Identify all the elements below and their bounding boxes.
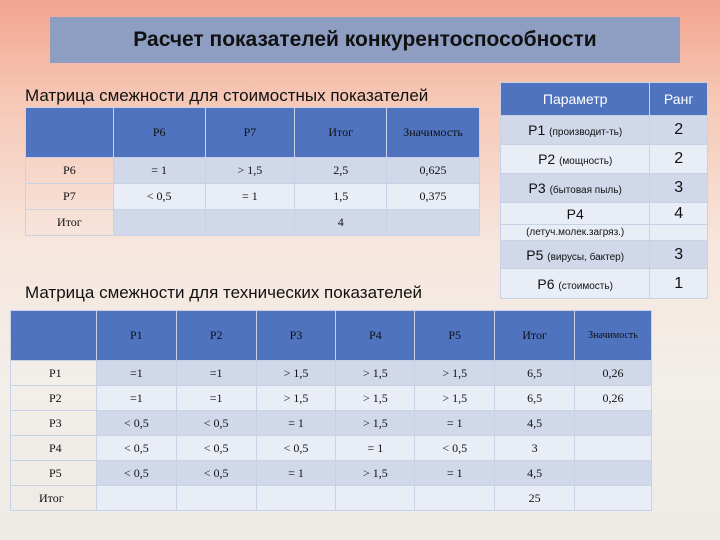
table-row <box>11 386 652 411</box>
table-cell: > 1,5 <box>336 411 415 436</box>
param-name-cell: Р2 (мощность) <box>501 145 650 174</box>
table-row <box>501 241 708 269</box>
table-cell: < 0,5 <box>176 461 256 486</box>
table-cell <box>176 486 256 511</box>
table-row <box>11 361 652 386</box>
header-cell: Итог <box>295 108 387 158</box>
row-header-cell: Р2 <box>11 386 97 411</box>
table-cell: < 0,5 <box>96 461 176 486</box>
row-header-cell: Р6 <box>26 158 114 184</box>
tech-adjacency-table <box>10 310 652 511</box>
table-cell: 0,26 <box>574 386 651 411</box>
table-cell: 0,625 <box>387 158 480 184</box>
table-cell: =1 <box>176 361 256 386</box>
table-header-row <box>11 311 652 361</box>
table-header-row <box>501 83 708 116</box>
cost-matrix-heading: Матрица смежности для стоимостных показателей <box>25 86 429 105</box>
table-cell: > 1,5 <box>336 461 415 486</box>
table-cell <box>336 486 415 511</box>
row-header-cell: Итог <box>26 210 114 236</box>
table-cell: 4,5 <box>495 461 575 486</box>
rank-cell: 3 <box>650 241 708 269</box>
header-cell <box>26 108 114 158</box>
table-cell: = 1 <box>336 436 415 461</box>
header-cell: Р3 <box>256 311 336 361</box>
table-row <box>26 184 480 210</box>
rank-cell: 3 <box>650 174 708 203</box>
header-cell: Р7 <box>205 108 295 158</box>
table-cell: > 1,5 <box>205 158 295 184</box>
table-total-row <box>11 486 652 511</box>
table-cell <box>387 210 480 236</box>
header-cell: Значимость <box>574 311 651 361</box>
header-cell: Значимость <box>387 108 480 158</box>
table-cell: 4 <box>295 210 387 236</box>
table-cell: < 0,5 <box>256 436 336 461</box>
header-cell <box>11 311 97 361</box>
table-cell <box>574 486 651 511</box>
header-cell: Р4 <box>336 311 415 361</box>
table-cell <box>574 461 651 486</box>
table-cell: 2,5 <box>295 158 387 184</box>
table-cell <box>415 486 495 511</box>
table-cell: 1,5 <box>295 184 387 210</box>
table-total-row <box>26 210 480 236</box>
table-row <box>501 174 708 203</box>
table-cell <box>96 486 176 511</box>
table-cell: =1 <box>96 386 176 411</box>
param-name-cell: Р4 <box>501 203 650 225</box>
table-cell: < 0,5 <box>176 436 256 461</box>
table-cell: < 0,5 <box>176 411 256 436</box>
slide-title: Расчет показателей конкурентоспособности <box>50 17 680 63</box>
table-cell <box>574 411 651 436</box>
table-cell: > 1,5 <box>415 361 495 386</box>
table-cell: > 1,5 <box>336 386 415 411</box>
table-cell: 6,5 <box>495 361 575 386</box>
table-cell: = 1 <box>415 411 495 436</box>
table-cell: = 1 <box>415 461 495 486</box>
table-cell <box>256 486 336 511</box>
param-name-cell: Р1 (производит-ть) <box>501 116 650 145</box>
header-cell: Р1 <box>96 311 176 361</box>
row-header-cell: Р3 <box>11 411 97 436</box>
table-cell: 3 <box>495 436 575 461</box>
table-cell: 0,26 <box>574 361 651 386</box>
table-row <box>11 461 652 486</box>
cost-adjacency-table <box>25 107 480 236</box>
rank-cell: 2 <box>650 116 708 145</box>
table-cell <box>113 210 205 236</box>
header-cell: Параметр <box>501 83 650 116</box>
table-row <box>26 158 480 184</box>
row-header-cell: Р1 <box>11 361 97 386</box>
param-name-cell: Р5 (вирусы, бактер) <box>501 241 650 269</box>
table-row <box>501 116 708 145</box>
table-row <box>501 203 708 225</box>
row-header-cell: Р4 <box>11 436 97 461</box>
table-row <box>11 436 652 461</box>
table-row <box>11 411 652 436</box>
table-cell: 6,5 <box>495 386 575 411</box>
tech-matrix-heading: Матрица смежности для технических показателей <box>25 283 423 302</box>
header-cell: Ранг <box>650 83 708 116</box>
table-cell: 0,375 <box>387 184 480 210</box>
row-header-cell: Р5 <box>11 461 97 486</box>
table-cell: < 0,5 <box>96 411 176 436</box>
table-cell: > 1,5 <box>256 386 336 411</box>
header-cell: Итог <box>495 311 575 361</box>
rank-cell: 2 <box>650 145 708 174</box>
table-cell: < 0,5 <box>113 184 205 210</box>
table-cell: > 1,5 <box>336 361 415 386</box>
table-cell: 25 <box>495 486 575 511</box>
table-cell: = 1 <box>256 411 336 436</box>
header-cell: Р5 <box>415 311 495 361</box>
table-cell: = 1 <box>113 158 205 184</box>
rank-cell <box>650 225 708 241</box>
table-cell: > 1,5 <box>415 386 495 411</box>
table-cell: < 0,5 <box>96 436 176 461</box>
table-row <box>501 269 708 299</box>
rank-cell: 1 <box>650 269 708 299</box>
row-header-cell: Р7 <box>26 184 114 210</box>
table-cell <box>574 436 651 461</box>
table-cell <box>205 210 295 236</box>
table-cell: =1 <box>176 386 256 411</box>
param-name-cell: Р3 (бытовая пыль) <box>501 174 650 203</box>
param-name-cell: Р6 (стоимость) <box>501 269 650 299</box>
table-cell: 4,5 <box>495 411 575 436</box>
table-cell: =1 <box>96 361 176 386</box>
table-cell: > 1,5 <box>256 361 336 386</box>
header-cell: Р6 <box>113 108 205 158</box>
header-cell: Р2 <box>176 311 256 361</box>
row-header-cell: Итог <box>11 486 97 511</box>
rank-cell: 4 <box>650 203 708 225</box>
table-row <box>501 225 708 241</box>
table-row <box>501 145 708 174</box>
table-header-row <box>26 108 480 158</box>
parameter-rank-table <box>500 82 708 299</box>
param-note-cell: (летуч.молек.загряз.) <box>501 225 650 241</box>
table-cell: = 1 <box>205 184 295 210</box>
table-cell: < 0,5 <box>415 436 495 461</box>
table-cell: = 1 <box>256 461 336 486</box>
